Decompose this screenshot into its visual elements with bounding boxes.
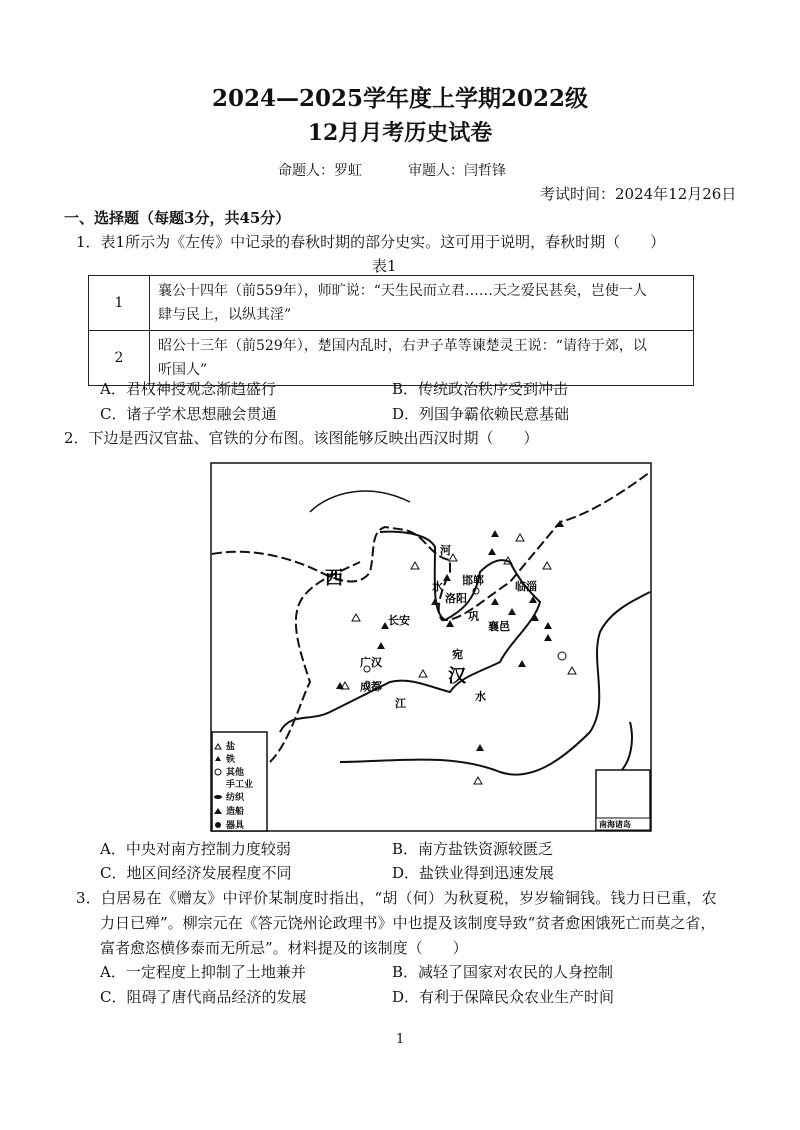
row-line: 昭公十三年（前529年），楚国内乱时，右尹子革等谏楚灵王说：“请待于郊，以 [158,338,647,354]
title-line1: 2024—2025学年度上学期2022级 [211,85,589,112]
legend-other: 其他 [226,768,245,778]
q3-option-a: A．一定程度上抑制了土地兼并 [100,963,306,981]
map-label-han: 汉 [448,666,466,687]
table-row [89,276,694,331]
map-label-handan: 邯郸 [462,574,484,587]
page-number: 1 [396,1032,405,1047]
legend [212,732,267,831]
q1-table [88,275,694,386]
q2-option-c: C．地区间经济发展程度不同 [100,864,292,882]
row-text [150,276,694,331]
row-line: 肆与民上，以纵其淫” [158,307,292,323]
setter: 命题人：罗虹 [278,163,362,179]
table-caption: 表1 [372,257,397,275]
map-label-linzi: 临淄 [515,580,537,593]
legend-tools: 器具 [226,821,245,831]
map-label-gong: 巩 [468,610,479,623]
map-label-xi: 西 [325,568,343,589]
inset-label: 南海诸岛 [599,820,631,829]
q2-stem: 2．下边是西汉官盐、官铁的分布图。该图能够反映出西汉时期（ ） [64,429,539,447]
section-heading: 一、选择题（每题3分，共45分） [64,209,291,227]
q3-line1: 3．白居易在《赠友》中评价某制度时指出，“胡（何）为秋夏税，岁岁输铜钱。钱力日已重，农 [76,889,717,907]
q2-option-b: B．南方盐铁资源较匮乏 [392,840,554,858]
q3-option-b: B．减轻了国家对农民的人身控制 [392,963,614,981]
q1-option-b: B．传统政治秩序受到冲击 [392,380,569,398]
row-number: 2 [89,331,150,386]
map-label-changan: 长安 [388,614,410,627]
map-label-luoyang: 洛阳 [445,592,467,605]
legend-iron: 铁 [226,755,236,765]
legend-textile: 纺织 [226,793,245,803]
reviewer: 审题人：闫哲锋 [408,163,506,179]
map-label-he: 河 [440,544,451,557]
q1-option-c: C．诸子学术思想融会贯通 [100,405,277,423]
q3-option-d: D．有利于保障民众农业生产时间 [392,988,615,1006]
western-han-salt-iron-map [210,462,652,832]
map-label-shui2: 水 [475,690,486,703]
row-number: 1 [89,276,150,331]
q2-option-a: A．中央对南方控制力度较弱 [100,840,291,858]
row-line: 襄公十四年（前559年），师旷说：“天生民而立君……天之爱民甚矣，岂使一人 [158,283,647,299]
south-sea-inset [596,770,650,830]
q3-option-c: C．阻碍了唐代商品经济的发展 [100,988,307,1006]
exam-time: 考试时间：2024年12月26日 [540,185,737,203]
legend-handicraft: 手工业 [226,780,254,790]
map-label-shui: 水 [432,580,443,593]
legend-salt: 盐 [226,742,236,752]
legend-shipbuilding: 造船 [226,807,245,817]
q1-stem: 1．表1所示为《左传》中记录的春秋时期的部分史实。这可用于说明，春秋时期（ ） [76,233,666,251]
row-line: 听国人” [158,362,208,378]
q2-option-d: D．盐铁业得到迅速发展 [392,864,555,882]
q3-line2: 力日已殚”。柳宗元在《答元饶州论政理书》中也提及该制度导致“贫者愈困饿死亡而莫之省， [100,914,716,932]
map-label-guanghan: 广汉 [360,656,382,669]
q3-line3: 富者愈恣横侈泰而无所忌”。材料提及的该制度（ ） [100,939,468,957]
q1-option-a: A．君权神授观念渐趋盛行 [100,380,276,398]
map-label-wan: 宛 [452,648,463,661]
title-line2: 12月月考历史试卷 [307,120,493,146]
q1-option-d: D．列国争霸依赖民意基础 [392,405,570,423]
map-label-xiangyi: 襄邑 [488,620,510,633]
map-label-jiang: 江 [395,697,406,710]
map-label-chengdu: 成都 [360,680,382,693]
